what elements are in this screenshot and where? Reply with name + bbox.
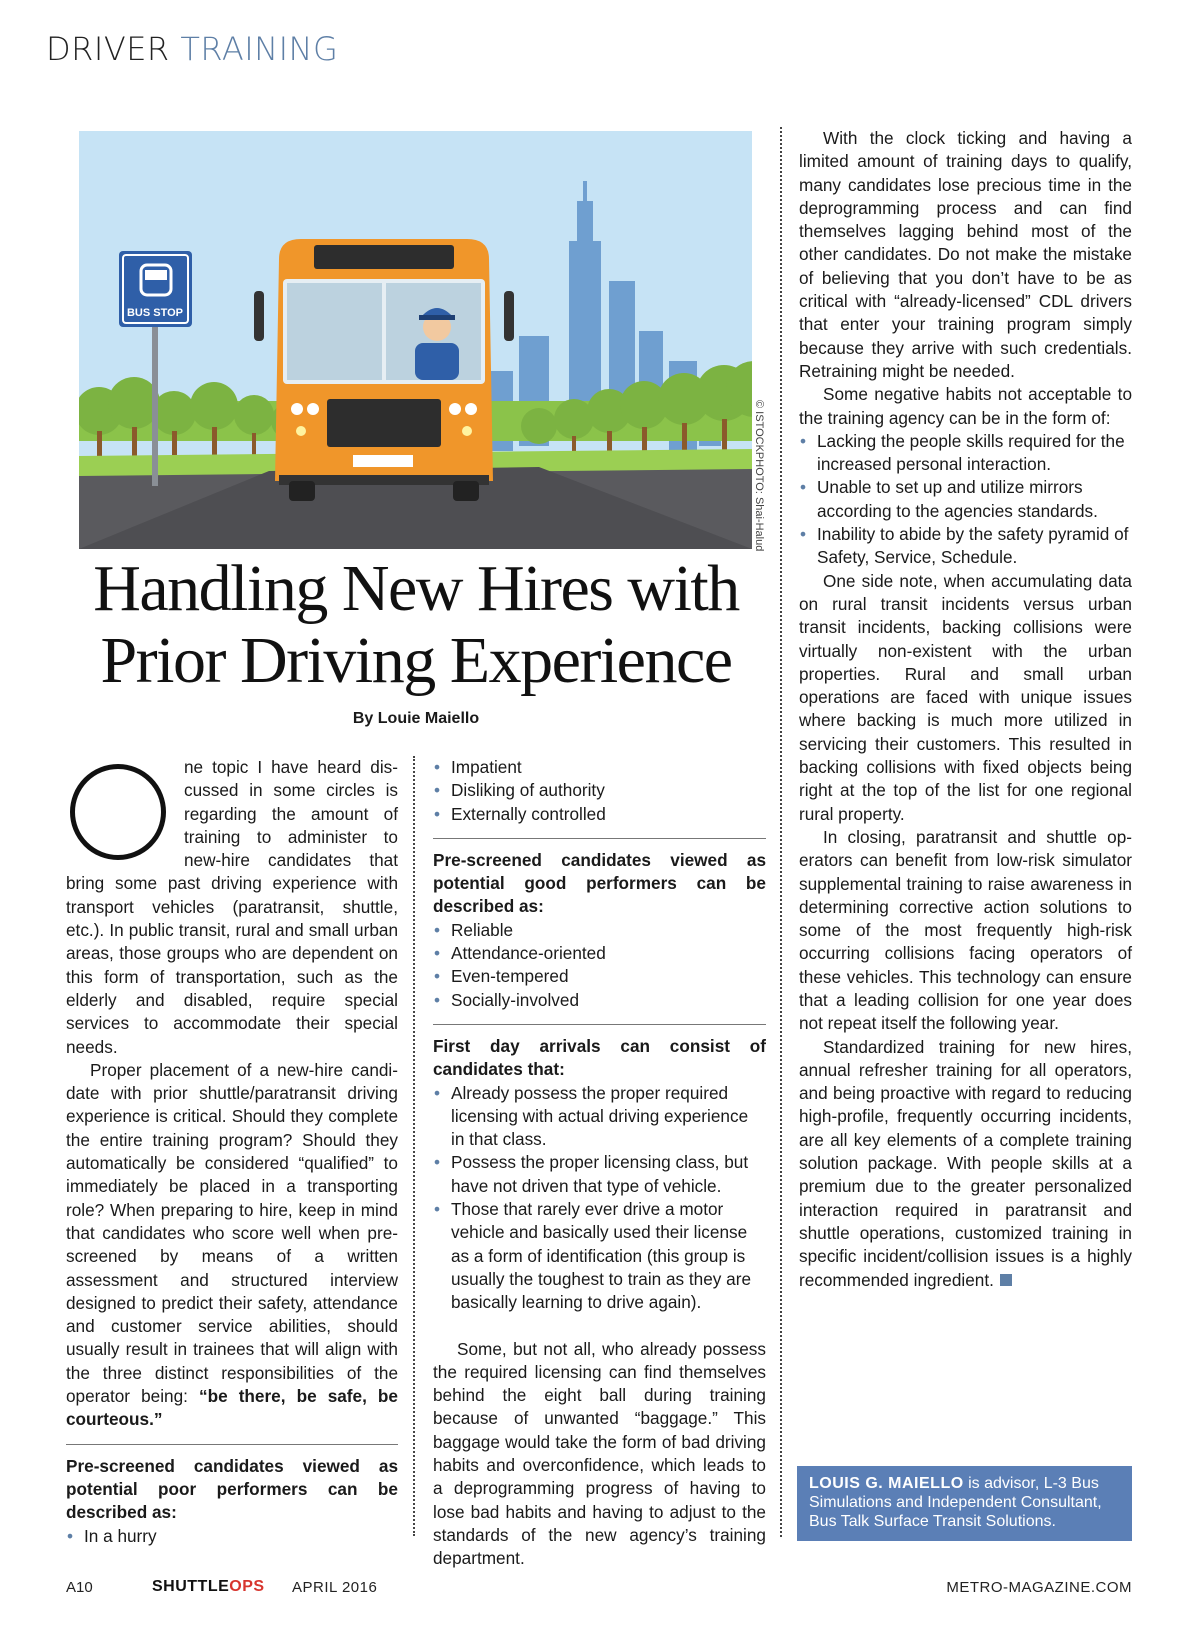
list-item: • Inability to abide by the safety pyramid of Safety, Service, Schedule. xyxy=(799,523,1132,570)
website-url: METRO-MAGAZINE.COM xyxy=(946,1579,1132,1596)
paragraph-negative-habits: Some negative habits not acceptable to the training agency can be in the form of: xyxy=(799,384,1132,428)
divider xyxy=(433,1024,766,1025)
list-item: • Socially-involved xyxy=(433,989,766,1012)
negative-habits-list xyxy=(799,430,1132,570)
column-1 xyxy=(66,756,398,1548)
author-bio-text: is advisor, L-3 Bus Simulations and Independent Consultant, Bus Talk Surface Transit Solutions. xyxy=(809,1475,1102,1530)
headline-line-1: Handling New Hires with xyxy=(93,552,739,625)
poor-performers-list-continued xyxy=(433,756,766,826)
section-title-driver: DRIVER xyxy=(46,30,181,68)
paragraph-intro: ne topic I have heard discussed in some circles is regarding the amount of training to administer to new-hire candidates that bring some past driving experience with transport vehicles (paratransit, shuttle, etc.). In public transit, rural and small urban areas, those groups who are dependent on this form of transportation, such as the elderly and disabled, require special services to accommodate their special needs. xyxy=(66,757,398,1057)
list-item: • Unable to set up and utilize mirrors according to the agencies standards. xyxy=(799,476,1132,523)
column-divider xyxy=(780,127,782,1537)
driver-figure xyxy=(415,308,459,380)
photo-credit: © ISTOCKPHOTO: Shai-Halud xyxy=(753,400,765,552)
list-item: • In a hurry xyxy=(66,1525,398,1548)
list-item: • Externally controlled xyxy=(433,803,766,826)
divider xyxy=(433,838,766,839)
column-3 xyxy=(799,127,1132,1292)
section-title xyxy=(46,30,338,68)
author-bio xyxy=(797,1466,1132,1541)
bus xyxy=(254,239,514,501)
headline-line-2: Prior Driving Experience xyxy=(100,624,732,697)
author-bio-name: LOUIS G. MAIELLO xyxy=(809,1475,964,1492)
bus-stop-sign-text: BUS STOP xyxy=(126,307,184,319)
paragraph-clock: With the clock ticking and having a limited amount of training days to qualify, many candidates lose precious time in the deprogramming process and can find themselves lagging behind most of the other candidates. Do not make the mistake of believing that you don’t have to be as critical with “already-licensed” CDL drivers that enter your training program simply because they arrive with such credentials. Retraining might be needed. xyxy=(799,128,1132,381)
list-item: • Already possess the proper required licensing with actual driving experience in that class. xyxy=(433,1082,766,1152)
paragraph-side-note: One side note, when accumulating data on rural transit incidents versus urban transit incidents, backing collisions were virtually non-existent with the urban properties. Rural and small urban operations are faced with unique issues where backing is much more utilized in servicing their customers. This resulted in backing collisions with fixed objects being right at the top of the list for one regional rural property. xyxy=(799,570,1132,824)
article-headline xyxy=(60,553,772,697)
publication-logo-shuttle: SHUTTLE xyxy=(152,1578,230,1595)
list-item: • Lacking the people skills required for the increased personal interaction. xyxy=(799,430,1132,477)
end-mark-icon xyxy=(1000,1274,1012,1286)
list-item: • Disliking of authority xyxy=(433,779,766,802)
list-item: • Possess the proper licensing class, but have not driven that type of vehicle. xyxy=(433,1151,766,1198)
page-number: A10 xyxy=(66,1579,93,1596)
list-item: • Attendance-oriented xyxy=(433,942,766,965)
issue-date: APRIL 2016 xyxy=(292,1579,378,1596)
section-title-training: TRAINING xyxy=(180,30,339,68)
list-item: • Reliable xyxy=(433,919,766,942)
paragraph-baggage: Some, but not all, who already possess the required licensing can find themselves behind the eight ball during training because of unwanted “baggage.” This baggage would take the form of bad driving habits and overconfidence, which leads to a deprogramming progress of having to lose bad habits and having to adjust to the standards of the new agency’s training department. xyxy=(433,1338,766,1569)
operator-motto: “be there, be safe, be courteous.” xyxy=(66,1386,398,1430)
good-performers-list xyxy=(433,919,766,1012)
list-item: • Those that rarely ever drive a motor vehicle and basically used their license as a form of identification (this group is usually the toughest to train as they are basically learning to drive again). xyxy=(433,1198,766,1314)
good-performers-heading: Pre-screened candidates viewed as potential good performers can be described as: xyxy=(433,849,766,917)
list-item: • Even-tempered xyxy=(433,965,766,988)
bus-illustration xyxy=(79,131,752,549)
paragraph-standardized-text: Standardized training for new hires, annual refresher training for all operators, and being proactive with regard to reducing high-profile, frequently occurring incidents, are all key elements of a complete training solution package. With people skills at a premium due to the greater personalized interaction required in paratransit and shuttle operations, customized training in specific incident/collision issues is a highly recommended ingredient. xyxy=(799,1036,1132,1290)
hero-illustration xyxy=(79,131,752,549)
dropcap-o xyxy=(70,764,166,860)
byline: By Louie Maiello xyxy=(352,710,480,727)
publication-logo xyxy=(152,1578,265,1596)
publication-logo-ops: OPS xyxy=(229,1578,265,1595)
column-divider xyxy=(413,756,415,1536)
paragraph-placement xyxy=(66,1059,398,1432)
poor-performers-list xyxy=(66,1525,398,1548)
first-day-heading: First day arrivals can consist of candidates that: xyxy=(433,1035,766,1080)
column-2 xyxy=(433,756,766,1571)
divider xyxy=(66,1444,398,1445)
first-day-list xyxy=(433,1082,766,1315)
paragraph-standardized xyxy=(799,1036,1132,1292)
paragraph-placement-text: Proper placement of a new-hire candidate with prior shuttle/paratransit driving experience is critical. Should they complete the entire training program? Should they automatically be considered “qualified” to immediately be placed in a transporting role? When preparing to hire, keep in mind that candidates who score well when pre-screened by means of a written assessment and structured interview designed to predict their safety, attendance and customer service abilities, should usually result in trainees that will align with the three distinct responsibilities of the operator being: xyxy=(66,1059,398,1407)
poor-performers-heading: Pre-screened candidates viewed as potential poor performers can be described as: xyxy=(66,1455,398,1523)
list-item: • Impatient xyxy=(433,756,766,779)
paragraph-closing: In closing, paratransit and shuttle operators can benefit from low-risk simulator supplemental training to raise awareness in determining corrective action solutions to some of the most frequently high-risk occurring collisions facing operators of these vehicles. This technology can ensure that a leading collision for one year does not repeat itself the following year. xyxy=(799,826,1132,1034)
